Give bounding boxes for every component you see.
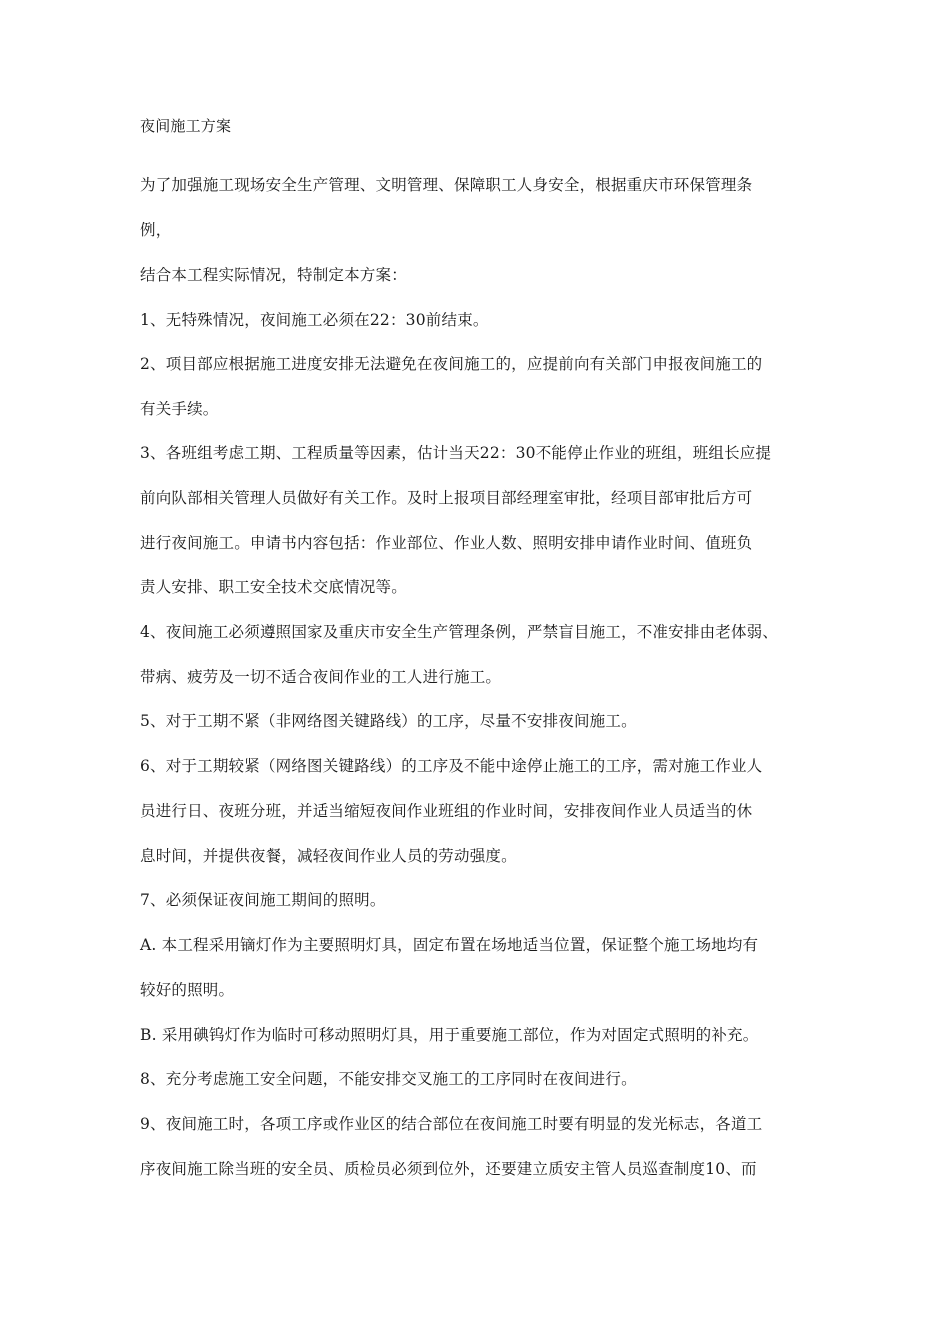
paragraph-line: 带病、疲劳及一切不适合夜间作业的工人进行施工。 [140, 668, 502, 686]
paragraph-line: 8、充分考虑施工安全问题，不能安排交叉施工的工序同时在夜间进行。 [140, 1070, 637, 1088]
paragraph-line: 6、对于工期较紧（网络图关键路线）的工序及不能中途停止施工的工序，需对施工作业人 [140, 757, 763, 775]
document-title: 夜间施工方案 [140, 117, 232, 135]
paragraph-line: 有关手续。 [140, 400, 219, 418]
paragraph-line: 结合本工程实际情况，特制定本方案： [140, 266, 407, 284]
paragraph-line: 责人安排、职工安全技术交底情况等。 [140, 578, 407, 596]
paragraph-line: B. 采用碘钨灯作为临时可移动照明灯具，用于重要施工部位，作为对固定式照明的补充。 [140, 1026, 759, 1044]
paragraph-line: 2、项目部应根据施工进度安排无法避免在夜间施工的，应提前向有关部门申报夜间施工的 [140, 355, 763, 373]
paragraph-line: 前向队部相关管理人员做好有关工作。及时上报项目部经理室审批，经项目部审批后方可 [140, 489, 753, 507]
paragraph-line: 7、必须保证夜间施工期间的照明。 [140, 891, 386, 909]
paragraph-line: 4、夜间施工必须遵照国家及重庆市安全生产管理条例，严禁盲目施工，不准安排由老体弱、 [140, 623, 779, 641]
paragraph-line: A. 本工程采用镝灯作为主要照明灯具，固定布置在场地适当位置，保证整个施工场地均有 [140, 936, 759, 954]
paragraph-line: 9、夜间施工时，各项工序或作业区的结合部位在夜间施工时要有明显的发光标志，各道工 [140, 1115, 763, 1133]
paragraph-line: 5、对于工期不紧（非网络图关键路线）的工序，尽量不安排夜间施工。 [140, 712, 637, 730]
paragraph-line: 1、无特殊情况，夜间施工必须在22：30前结束。 [140, 311, 489, 329]
paragraph-line: 例， [140, 221, 172, 239]
paragraph-line: 序夜间施工除当班的安全员、质检员必须到位外，还要建立质安主管人员巡查制度10、而 [140, 1160, 757, 1178]
paragraph-line: 较好的照明。 [140, 981, 235, 999]
paragraph-line: 3、各班组考虑工期、工程质量等因素，估计当天22：30不能停止作业的班组，班组长应提 [140, 444, 772, 462]
paragraph-line: 为了加强施工现场安全生产管理、文明管理、保障职工人身安全，根据重庆市环保管理条 [140, 176, 753, 194]
paragraph-line: 员进行日、夜班分班，并适当缩短夜间作业班组的作业时间，安排夜间作业人员适当的休 [140, 802, 753, 820]
paragraph-line: 进行夜间施工。申请书内容包括：作业部位、作业人数、照明安排申请作业时间、值班负 [140, 534, 753, 552]
paragraph-line: 息时间，并提供夜餐，减轻夜间作业人员的劳动强度。 [140, 847, 517, 865]
